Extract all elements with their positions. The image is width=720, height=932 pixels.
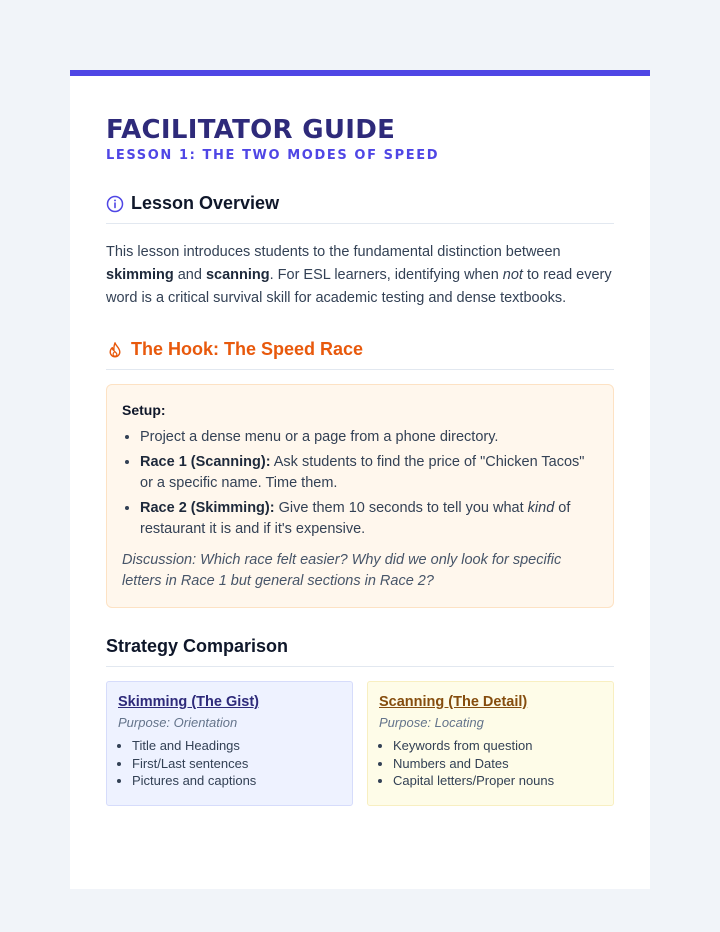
list-item: • First/Last sentences [132,755,341,773]
page-subtitle: LESSON 1: THE TWO MODES OF SPEED [106,148,440,163]
overview-text-2: and [173,267,206,283]
list-item [140,427,598,448]
overview-text-4: to read every word is a critical survival skill for academic testing and dense textbooks. [106,267,612,306]
scanning-purpose: Purpose: Locating [379,715,484,730]
overview-paragraph [106,241,614,310]
skimming-list [118,737,341,790]
strategy-columns [106,681,614,806]
race-2-label: Race 2 (Skimming): [140,500,275,516]
race-2-emphasis: kind [527,500,555,516]
guide-content [106,114,614,806]
skimming-purpose: Purpose: Orientation [118,715,238,730]
info-icon [106,195,124,213]
flame-icon [106,341,124,359]
race-1-text: Ask students to find the price of "Chicken Tacos" or a specific name. Time them. [140,454,585,491]
hook-heading: The Hook: The Speed Race [131,339,364,359]
scanning-card [367,681,614,806]
list-item: • Keywords from question [393,737,602,755]
list-item: • Pictures and captions [132,772,341,790]
overview-header [106,193,614,224]
guide-card [70,70,650,889]
list-item [140,498,598,540]
overview-bold-skimming: skimming [106,267,174,283]
skimming-card [106,681,353,806]
setup-label: Setup: [122,402,166,418]
strategy-heading: Strategy Comparison [106,636,289,656]
skimming-title: Skimming (The Gist) [118,694,259,710]
list-item [140,452,598,494]
race-1-label: Race 1 (Scanning): [140,454,271,470]
overview-bold-scanning: scanning [205,267,270,283]
scanning-title: Scanning (The Detail) [379,694,528,710]
race-2-text-b: of restaurant it is and if it's expensive. [140,500,571,537]
overview-text-3: . For ESL learners, identifying when [269,267,503,283]
setup-list [122,427,598,540]
overview-text-1: This lesson introduces students to the fundamental distinction between [106,244,561,260]
discussion-text: Discussion: Which race felt easier? Why did we only look for specific letters in Race 1 but general sections in Race 2? [122,552,562,589]
race-2-text-a: Give them 10 seconds to tell you what [274,500,528,516]
overview-emphasis-not: not [502,267,523,283]
strategy-header [106,636,614,667]
page-title: FACILITATOR GUIDE [106,115,396,145]
list-item: • Title and Headings [132,737,341,755]
list-item: • Numbers and Dates [393,755,602,773]
list-item: • Capital letters/Proper nouns [393,772,602,790]
hook-setup-box [106,384,614,608]
overview-heading: Lesson Overview [131,193,280,213]
scanning-list [379,737,602,790]
setup-item-1-text: Project a dense menu or a page from a phone directory. [140,429,499,445]
hook-header [106,339,614,370]
